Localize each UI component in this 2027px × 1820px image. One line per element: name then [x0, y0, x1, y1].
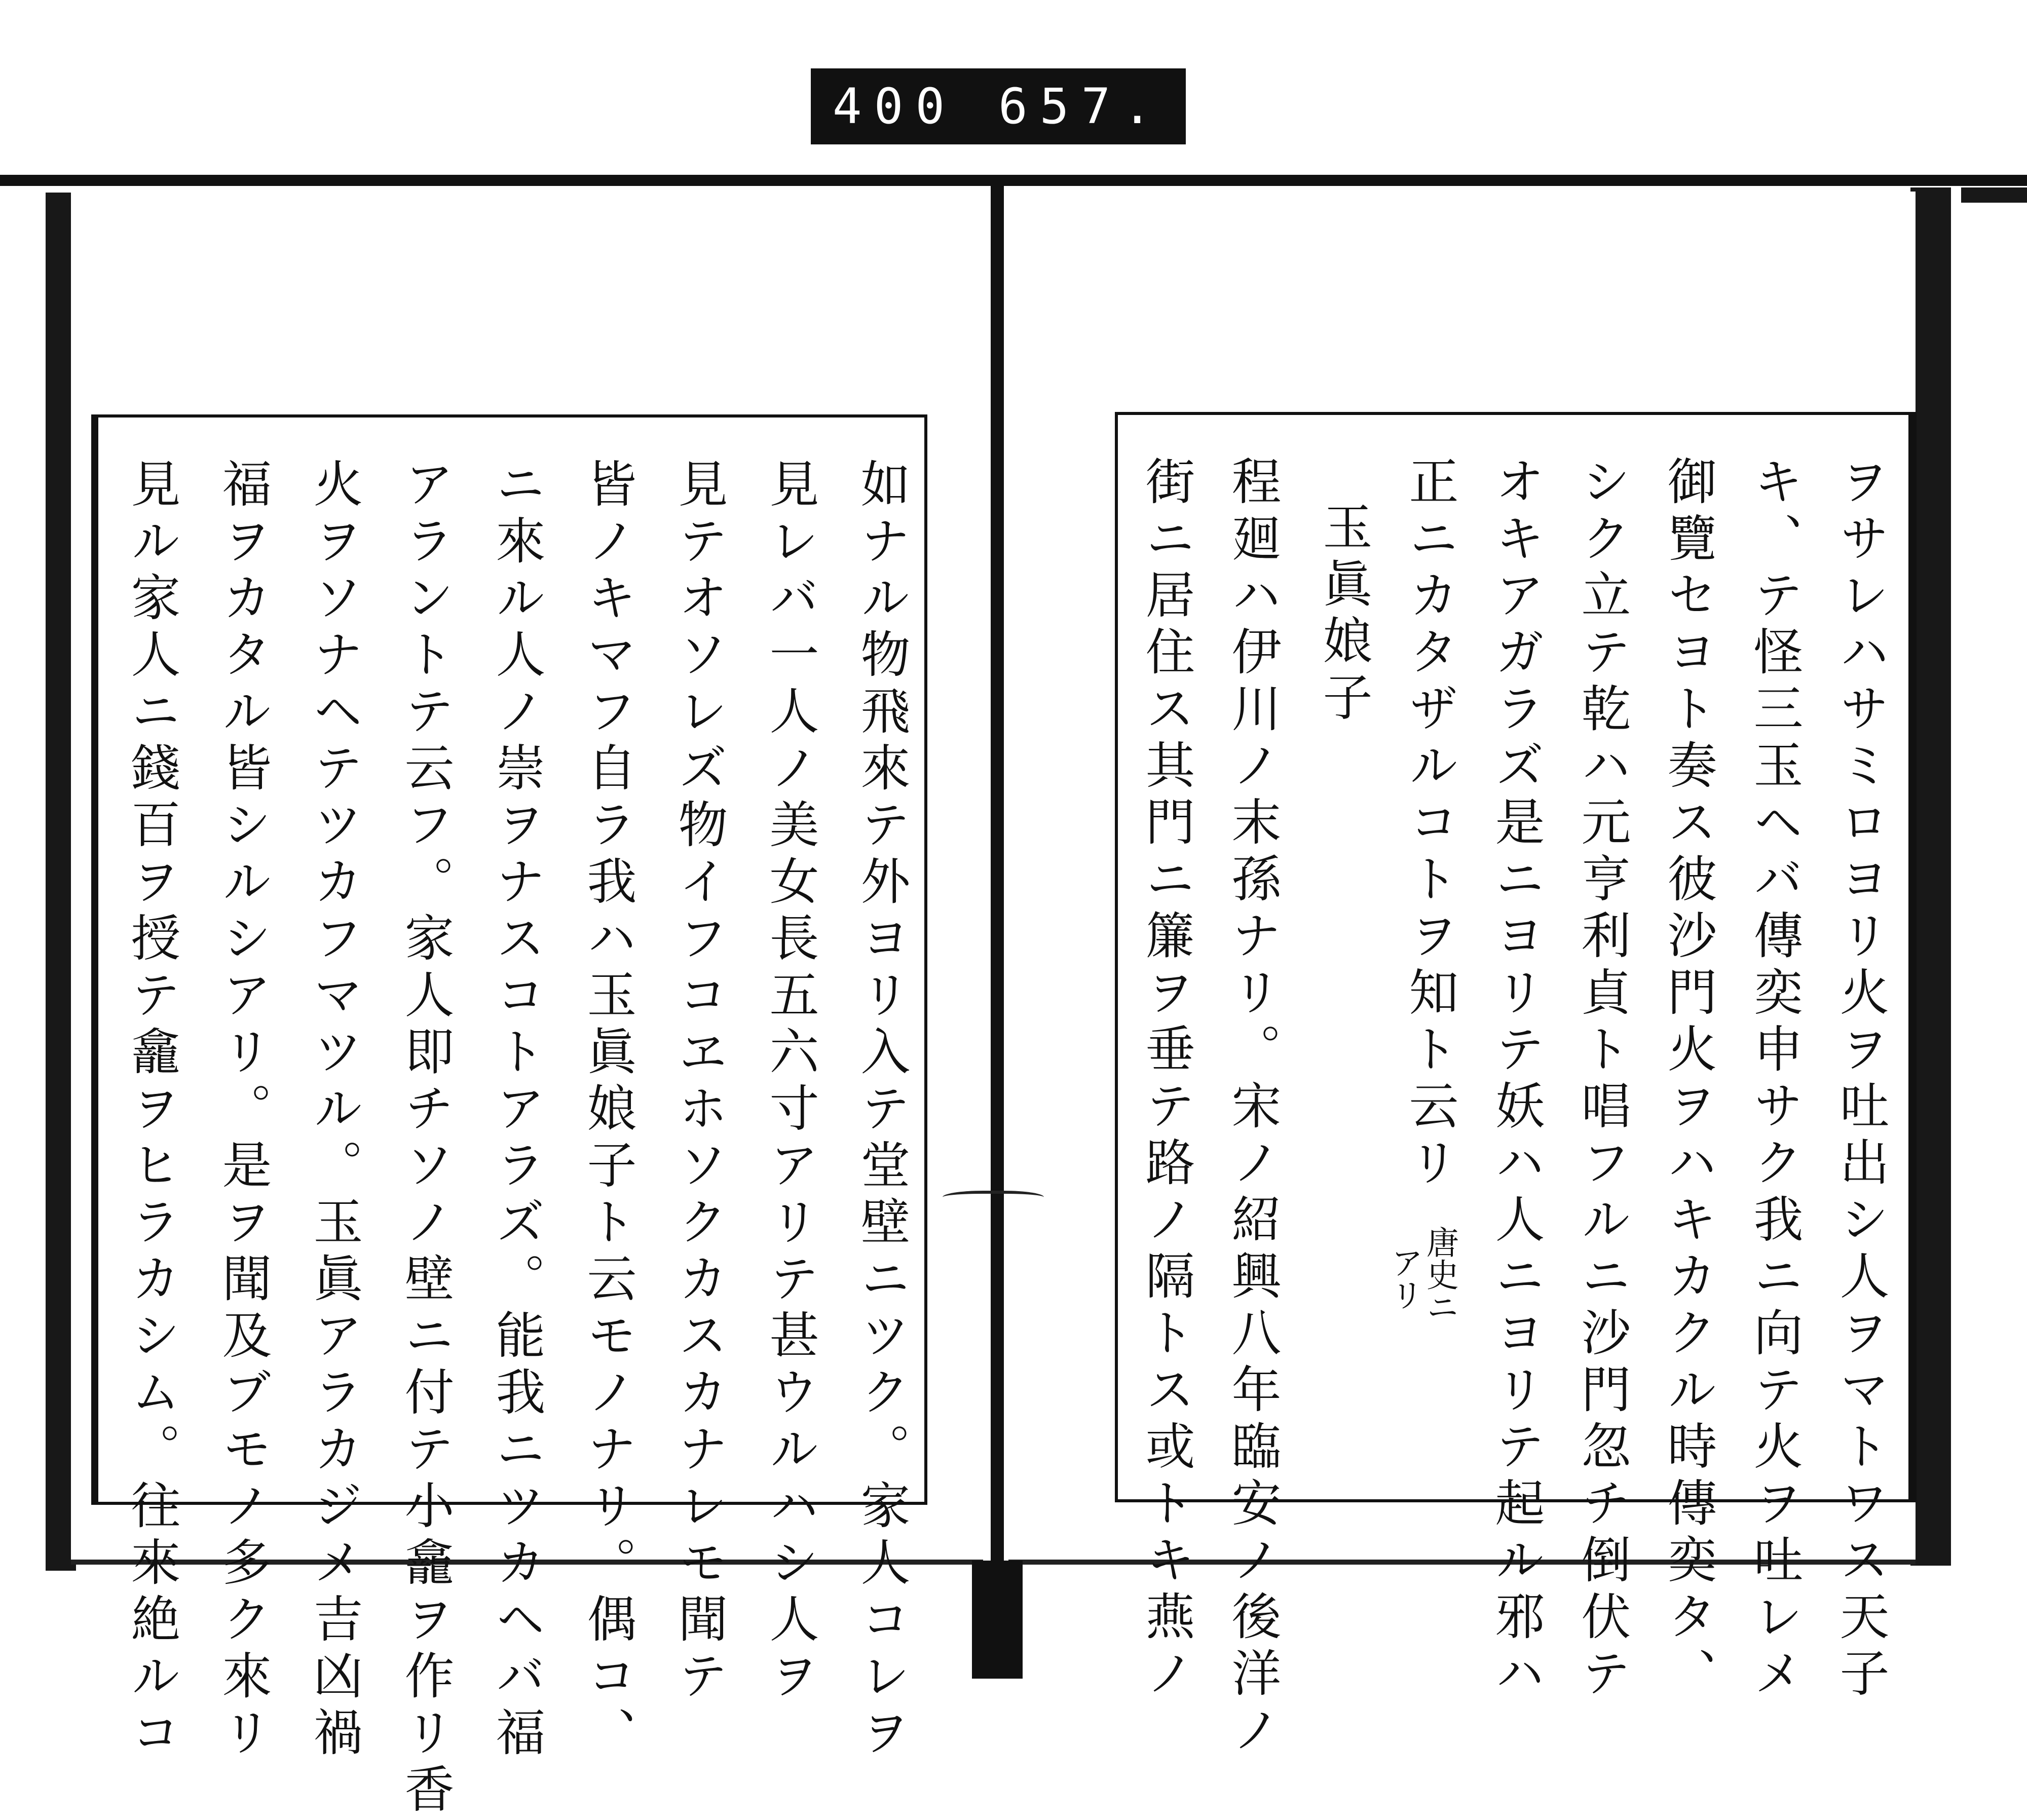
left-column-7: 火ヲソナヘテツカフマツル。玉眞アラカジメ吉凶禍: [305, 458, 363, 1763]
microfilm-frame-label: 400 657.: [811, 68, 1186, 144]
left-column-1: 如ナル物飛來テ外ヨリ入テ堂壁ニツク。家人コレヲ: [852, 458, 910, 1763]
right-note-line-1: 唐史ニ: [1421, 1226, 1458, 1323]
left-column-2: 見レバ一人ノ美女長五六寸アリテ甚ウルハシ人ヲ: [761, 458, 819, 1707]
right-page: [1008, 192, 1916, 1761]
right-column-1: ヲサレハサミロヨリ火ヲ吐出シ人ヲマトワス天子: [1831, 456, 1889, 1704]
binding-top-edge: [0, 175, 2027, 186]
right-page-edge-top: [1961, 187, 2027, 203]
left-column-6: アラントテ云フ。家人即チソノ壁ニ付テ小龕ヲ作リ香: [396, 458, 454, 1820]
right-column-4: シク立テ乾ハ元亨利貞ト唱フルニ沙門忽チ倒伏テ: [1573, 456, 1631, 1704]
spine-foot: [972, 1561, 1023, 1679]
left-text-block: [91, 414, 927, 1820]
right-column-6: 正ニカタザルコトヲ知ト云リ: [1401, 456, 1458, 1193]
right-note-line-2: アリ: [1385, 1246, 1423, 1311]
right-column-2: キ、テ怪三玉ヘバ傳奕申サク我ニ向テ火ヲ吐レメ: [1745, 456, 1803, 1704]
right-column-7: 程廻ハ伊川ノ末孫ナリ。宋ノ紹興八年臨安ノ後洋ノ: [1223, 456, 1281, 1761]
left-column-4: 皆ノキマフ自ラ我ハ玉眞娘子ト云モノナリ。偶コ、: [579, 458, 636, 1763]
right-column-3: 御覽セヨト奏ス彼沙門火ヲハキカクル時傳奕タ、: [1659, 456, 1717, 1704]
left-column-5: ニ來ル人ノ崇ヲナスコトアラズ。能我ニツカヘバ福: [487, 458, 545, 1763]
left-column-3: 見テオソレズ物イフコヱホソクカスカナレモ聞テ: [670, 458, 728, 1707]
right-column-8: 街ニ居住ス其門ニ簾ヲ垂テ路ノ隔トス或トキ燕ノ: [1137, 456, 1195, 1704]
left-page: [71, 192, 983, 1820]
left-column-9: 見ル家人ニ錢百ヲ授テ龕ヲヒラカシム。往來絶ルコ: [123, 458, 180, 1763]
left-column-8: 福ヲカタル皆シルシアリ。是ヲ聞及ブモノ多ク來リ: [214, 458, 272, 1763]
right-page-edge: [1910, 187, 1951, 1566]
book-spine: [991, 182, 1004, 1601]
right-column-5: オキアガラズ是ニヨリテ妖ハ人ニヨリテ起ル邪ハ: [1487, 456, 1545, 1704]
binding-string: [943, 1191, 1044, 1207]
right-text-block: [1115, 412, 1917, 1761]
section-heading: 玉眞娘子: [1315, 501, 1372, 728]
